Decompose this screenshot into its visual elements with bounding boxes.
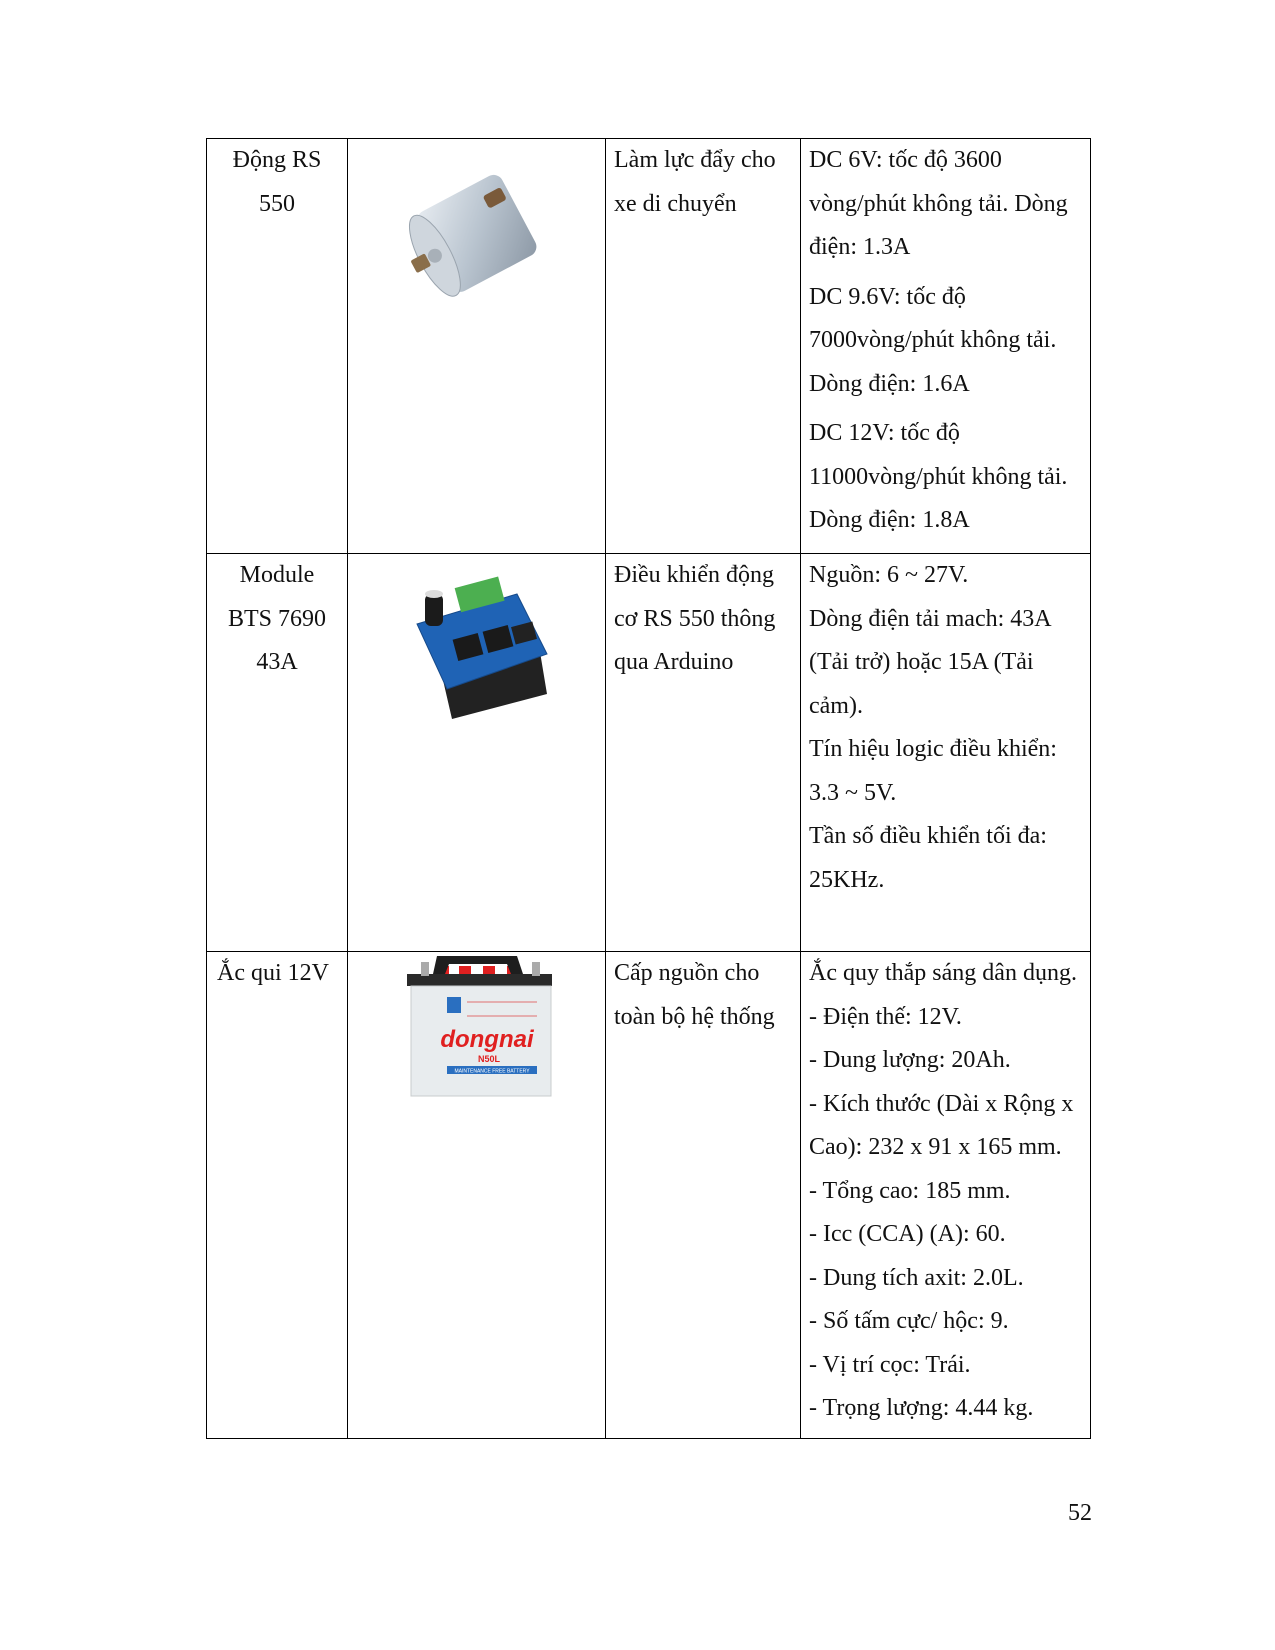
component-name-line: Module — [239, 562, 315, 588]
spec-paragraph-12v — [809, 412, 1082, 543]
component-function-cell — [606, 139, 801, 554]
component-function-cell — [606, 554, 801, 952]
spec-line: (Tải trở) hoặc 15A (Tải — [809, 649, 1034, 675]
spec-line: - Vị trí cọc: Trái. — [809, 1351, 971, 1378]
spec-line: - Kích thước (Dài x Rộng x — [809, 1090, 1074, 1117]
spec-line: 11000vòng/phút không tải. — [809, 463, 1068, 490]
component-image-cell — [348, 139, 606, 554]
function-text-line: cơ RS 550 thông — [614, 605, 776, 632]
component-spec-table — [206, 138, 1091, 1439]
component-spec-cell — [801, 139, 1091, 554]
component-function-cell — [606, 952, 801, 1439]
function-text-line: Làm lực đẩy cho — [614, 147, 776, 173]
component-image-cell — [348, 554, 606, 952]
spec-line: Ắc quy thắp sáng dân dụng. — [809, 960, 1077, 986]
spec-line: - Điện thế: 12V. — [809, 1003, 962, 1030]
battery-model-text: N50L — [477, 1054, 500, 1064]
table-row-bts-module — [207, 554, 1091, 952]
component-name-cell — [207, 554, 348, 952]
component-name-line: 43A — [256, 649, 298, 675]
component-name-line: BTS 7690 — [227, 605, 326, 632]
component-image-cell — [348, 952, 606, 1439]
spec-line: Dòng điện: 1.6A — [809, 370, 970, 397]
spec-line: Cao): 232 x 91 x 165 mm. — [809, 1134, 1062, 1160]
spec-paragraph-6v — [809, 139, 1082, 270]
spec-line: 7000vòng/phút không tải. — [809, 327, 1057, 353]
battery-tagline-text: MAINTENANCE FREE BATTERY — [453, 1068, 530, 1075]
spec-line: - Trọng lượng: 4.44 kg. — [809, 1395, 1034, 1421]
spec-line: Dòng điện: 1.8A — [809, 507, 970, 533]
spec-line: cảm). — [809, 692, 863, 719]
dc-motor-image — [392, 159, 562, 319]
spec-line: Tín hiệu logic điều khiển: — [809, 736, 1057, 762]
spec-line: vòng/phút không tải. Dòng — [809, 190, 1068, 217]
spec-line: DC 12V: tốc độ — [809, 420, 960, 446]
component-name-line: Ắc qui 12V — [217, 960, 329, 986]
component-name-line: 550 — [259, 190, 295, 217]
battery-brand-text: dongnai — [439, 1026, 534, 1053]
component-name-cell — [207, 952, 348, 1439]
component-spec-cell — [801, 952, 1091, 1439]
table-row-battery — [207, 952, 1091, 1439]
spec-line: - Icc (CCA) (A): 60. — [809, 1221, 1006, 1247]
function-text-line: toàn bộ hệ thống — [614, 1003, 775, 1030]
spec-line: DC 9.6V: tốc độ — [809, 283, 966, 310]
table-row-rs550-motor — [207, 139, 1091, 554]
spec-paragraph-9v6 — [809, 276, 1082, 407]
function-text-line: Điều khiển động — [614, 562, 774, 588]
spec-line: - Dung tích axit: 2.0L. — [809, 1264, 1024, 1291]
spec-line: 25KHz. — [809, 866, 885, 893]
function-text-line: Cấp nguồn cho — [614, 960, 760, 986]
component-name-line: Động RS — [232, 147, 322, 173]
spec-line: 3.3 ~ 5V. — [809, 779, 897, 806]
spec-line: - Số tấm cực/ hộc: 9. — [809, 1308, 1009, 1334]
function-text-line: xe di chuyển — [614, 190, 737, 217]
component-spec-cell — [801, 554, 1091, 952]
page-number: 52 — [1068, 1500, 1092, 1526]
battery-image — [397, 952, 557, 1102]
spec-line: - Dung lượng: 20Ah. — [809, 1047, 1011, 1073]
spec-line: - Tổng cao: 185 mm. — [809, 1177, 1011, 1204]
motor-driver-board-image — [397, 564, 557, 724]
spec-line: điện: 1.3A — [809, 234, 911, 260]
spec-line: DC 6V: tốc độ 3600 — [809, 147, 1002, 173]
spec-line: Tần số điều khiển tối đa: — [809, 823, 1047, 849]
spec-line: Dòng điện tải mach: 43A — [809, 605, 1052, 632]
component-name-cell — [207, 139, 348, 554]
spec-line: Nguồn: 6 ~ 27V. — [809, 562, 969, 588]
function-text-line: qua Arduino — [614, 649, 734, 675]
